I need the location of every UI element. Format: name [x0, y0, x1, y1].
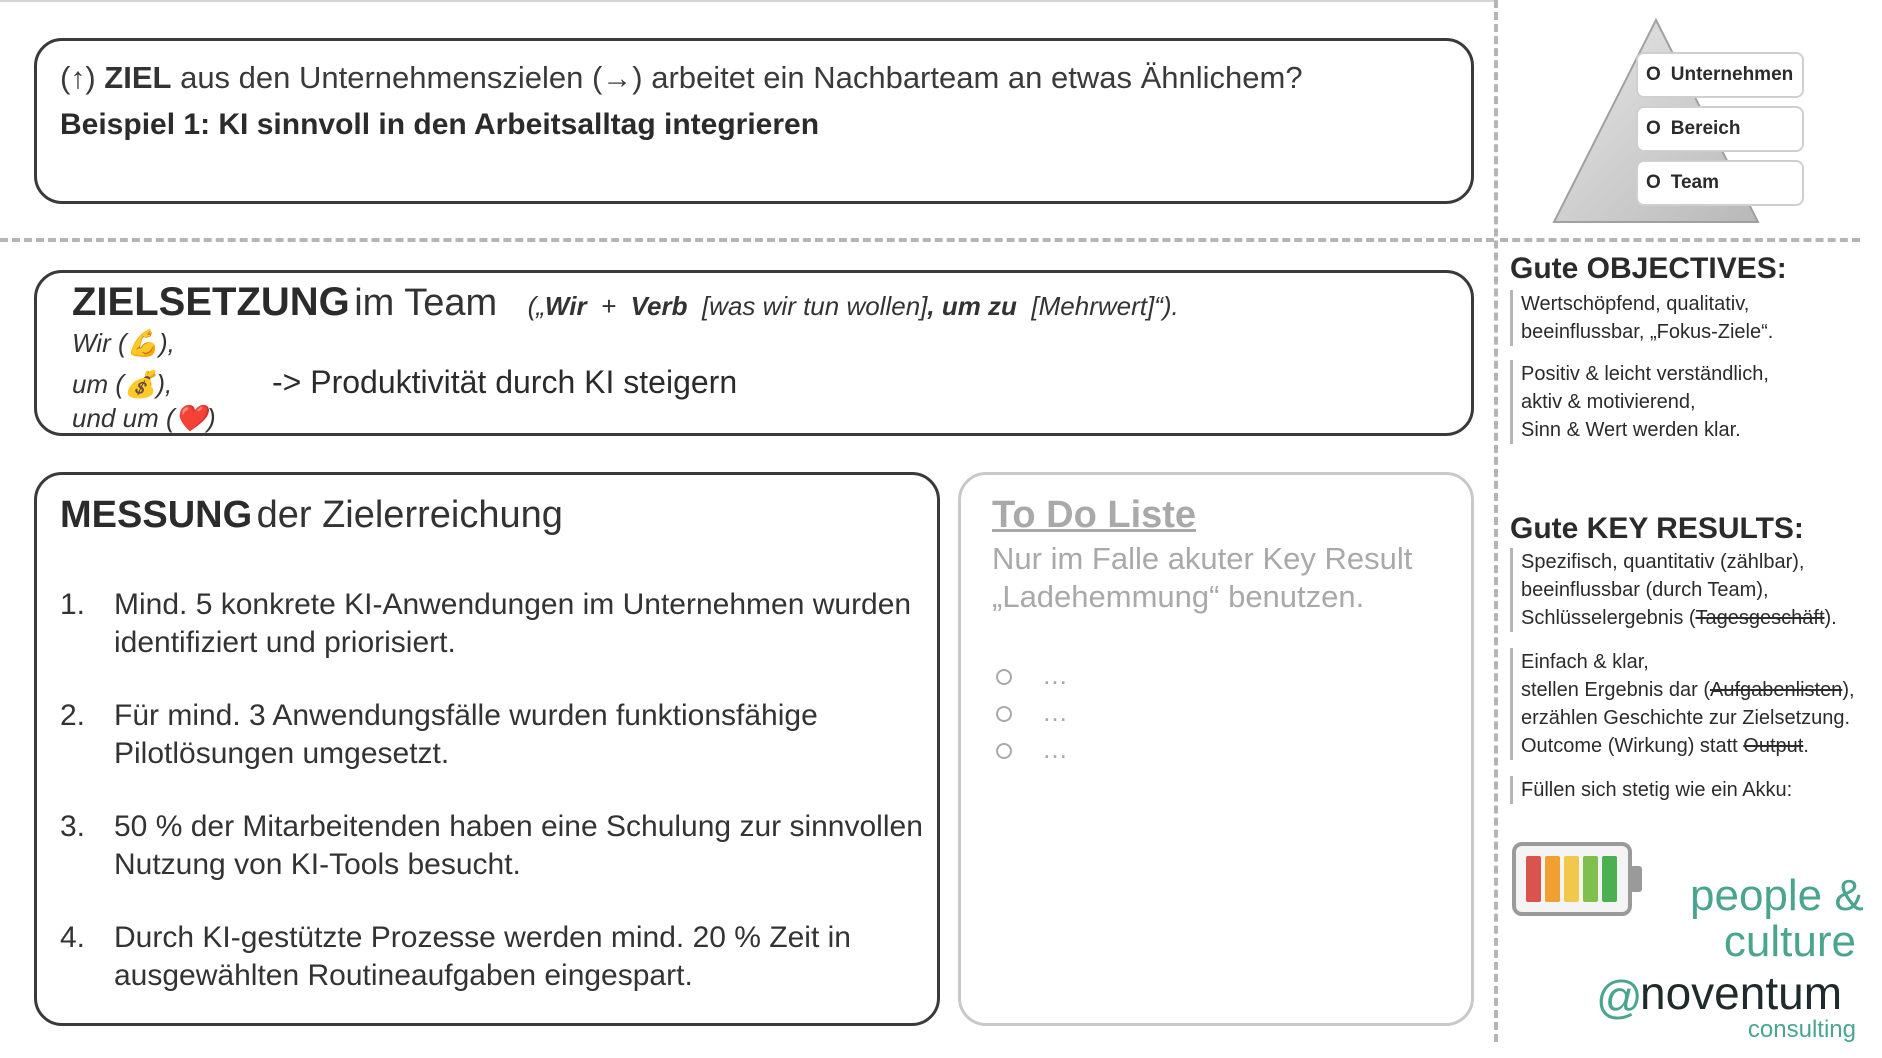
- top-border-line: [0, 0, 1494, 2]
- zielsetzung-um: um (💰),: [72, 369, 173, 399]
- ziel-question: (↑) ZIEL aus den Unternehmenszielen (→) arbeitet ein Nachbarteam an etwas Ähnlichem?: [60, 60, 1303, 95]
- battery-icon: [1512, 842, 1646, 916]
- key-results-block-3: Füllen sich stetig wie ein Akku:: [1510, 776, 1792, 804]
- vertical-divider: [1494, 0, 1498, 1042]
- logo-culture: culture: [1723, 917, 1856, 966]
- battery-cell: [1545, 856, 1560, 902]
- bullet-circle-icon: [996, 743, 1012, 759]
- bullet-circle-icon: [996, 706, 1012, 722]
- key-results-block-2: Einfach & klar, stellen Ergebnis dar (Aufgabenlisten), erzählen Geschichte zur Zielsetzung. Outcome (Wirkung) statt Output.: [1510, 648, 1855, 760]
- key-results-heading: Gute KEY RESULTS:: [1510, 512, 1804, 545]
- battery-cell: [1526, 856, 1541, 902]
- logo-people: people &: [1690, 871, 1864, 920]
- objectives-block-2: Positiv & leicht verständlich, aktiv & motivierend, Sinn & Wert werden klar.: [1510, 360, 1769, 444]
- objectives-heading: Gute OBJECTIVES:: [1510, 252, 1787, 285]
- todo-title: To Do Liste: [992, 494, 1197, 536]
- logo-consulting: consulting: [1747, 1016, 1856, 1043]
- pyramid-level-unternehmen: O Unternehmen: [1636, 52, 1804, 98]
- todo-subtitle: Nur im Falle akuter Key Result „Ladehemmung“ benutzen.: [992, 541, 1413, 614]
- objectives-block-1: Wertschöpfend, qualitativ, beeinflussbar, „Fokus-Ziele“.: [1510, 290, 1773, 346]
- bullet-circle-icon: [996, 669, 1012, 685]
- key-results-block-1: Spezifisch, quantitativ (zählbar), beeinflussbar (durch Team), Schlüsselergebnis (Tagesgeschäft).: [1510, 548, 1837, 632]
- todo-item: …: [996, 660, 1068, 691]
- arrow-up-icon: ↑: [70, 62, 86, 95]
- arrow-right-icon: →: [602, 62, 633, 95]
- pyramid-level-team: O Team: [1636, 160, 1804, 206]
- ziel-example: Beispiel 1: KI sinnvoll in den Arbeitsalltag integrieren: [60, 108, 820, 141]
- zielsetzung-wir: Wir (💪),: [72, 328, 175, 358]
- todo-item: …: [996, 734, 1068, 765]
- battery-cell: [1602, 856, 1617, 902]
- battery-cell: [1564, 856, 1579, 902]
- zielsetzung-und-um: und um (❤️): [72, 403, 216, 433]
- horizontal-divider: [0, 238, 1494, 242]
- logo-noventum: noventum: [1640, 967, 1843, 1019]
- zielsetzung-formula: („Wir + Verb [was wir tun wollen], um zu [Mehrwert]“).: [527, 291, 1179, 321]
- logo-at: @: [1596, 971, 1643, 1023]
- ziel-keyword: ZIEL: [104, 60, 172, 95]
- todo-item: …: [996, 697, 1068, 728]
- pyramid-level-bereich: O Bereich: [1636, 106, 1804, 152]
- zielsetzung-goal: -> Produktivität durch KI steigern: [272, 364, 738, 400]
- messung-title: MESSUNG der Zielerreichung: [60, 494, 563, 536]
- horizontal-divider-right: [1500, 238, 1860, 242]
- battery-cell: [1583, 856, 1598, 902]
- zielsetzung-title: ZIELSETZUNG im Team („Wir + Verb [was wir tun wollen], um zu [Mehrwert]“).: [72, 280, 1179, 324]
